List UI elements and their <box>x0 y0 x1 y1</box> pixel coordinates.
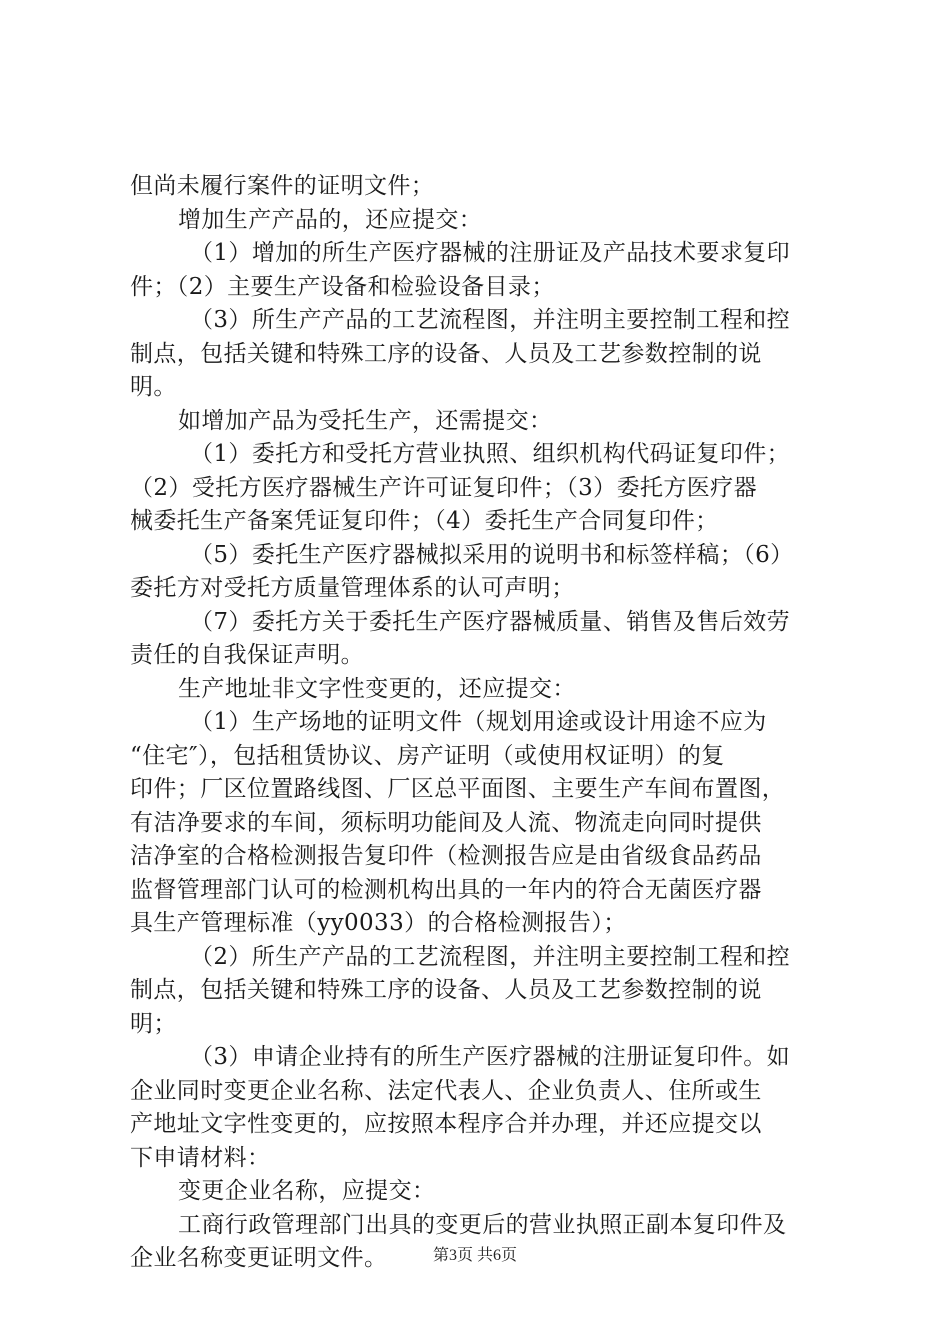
text-line: 具生产管理标准（yy0033）的合格检测报告）； <box>130 910 627 936</box>
text-line: 企业同时变更企业名称、法定代表人、企业负责人、住所或生 <box>130 1077 762 1104</box>
text-line: 产地址文字性变更的，应按照本程序合并办理，并还应提交以 <box>130 1111 762 1137</box>
document-body <box>130 170 830 1276</box>
page-footer: 第3页 共6页 <box>432 1247 517 1264</box>
text-line: 监督管理部门认可的检测机构出具的一年内的符合无菌医疗器 <box>130 876 762 903</box>
text-line: （5）委托生产医疗器械拟采用的说明书和标签样稿；（6） <box>190 541 794 568</box>
text-line: 洁净室的合格检测报告复印件（检测报告应是由省级食品药品 <box>130 843 762 869</box>
text-line: （3）所生产产品的工艺流程图，并注明主要控制工程和控 <box>190 307 791 333</box>
text-line: 变更企业名称，应提交： <box>178 1178 436 1204</box>
text-line: （1）增加的所生产医疗器械的注册证及产品技术要求复印 <box>190 240 791 266</box>
text-line: 有洁净要求的车间，须标明功能间及人流、物流走向同时提供 <box>130 809 762 836</box>
text-line: 械委托生产备案凭证复印件；（4）委托生产合同复印件； <box>130 508 719 534</box>
text-line: 如增加产品为受托生产，还需提交： <box>178 407 553 434</box>
text-line: （2）所生产产品的工艺流程图，并注明主要控制工程和控 <box>190 943 791 970</box>
text-line: 件；（2）主要生产设备和检验设备目录； <box>130 273 555 300</box>
text-line: 增加生产产品的，还应提交： <box>178 206 483 233</box>
text-line: 明。 <box>130 374 177 400</box>
text-line: （1）生产场地的证明文件（规划用途或设计用途不应为 <box>190 709 767 735</box>
text-line: 企业名称变更证明文件。 <box>130 1245 388 1271</box>
text-line: “住宅″），包括租赁协议、房产证明（或使用权证明）的复 <box>130 742 725 769</box>
text-line: 委托方对受托方质量管理体系的认可声明； <box>130 575 575 601</box>
text-line: 明； <box>130 1010 177 1037</box>
text-line: 工商行政管理部门出具的变更后的营业执照正副本复印件及 <box>178 1211 787 1238</box>
text-line: 制点，包括关键和特殊工序的设备、人员及工艺参数控制的说 <box>130 340 762 367</box>
text-line: （1）委托方和受托方营业执照、组织机构代码证复印件； <box>190 441 791 467</box>
text-line: （3）申请企业持有的所生产医疗器械的注册证复印件。如 <box>190 1044 791 1070</box>
text-line: 下申请材料： <box>130 1144 271 1171</box>
text-line: 但尚未履行案件的证明文件； <box>130 173 435 199</box>
text-line: （2）受托方医疗器械生产许可证复印件；（3）委托方医疗器 <box>130 474 757 501</box>
text-line: 印件；厂区位置路线图、厂区总平面图、主要生产车间布置图， <box>130 776 786 802</box>
text-line: 责任的自我保证声明。 <box>130 642 364 668</box>
text-line: 制点，包括关键和特殊工序的设备、人员及工艺参数控制的说 <box>130 977 762 1003</box>
text-line: 生产地址非文字性变更的，还应提交： <box>178 675 576 702</box>
text-line: （7）委托方关于委托生产医疗器械质量、销售及售后效劳 <box>190 608 791 635</box>
